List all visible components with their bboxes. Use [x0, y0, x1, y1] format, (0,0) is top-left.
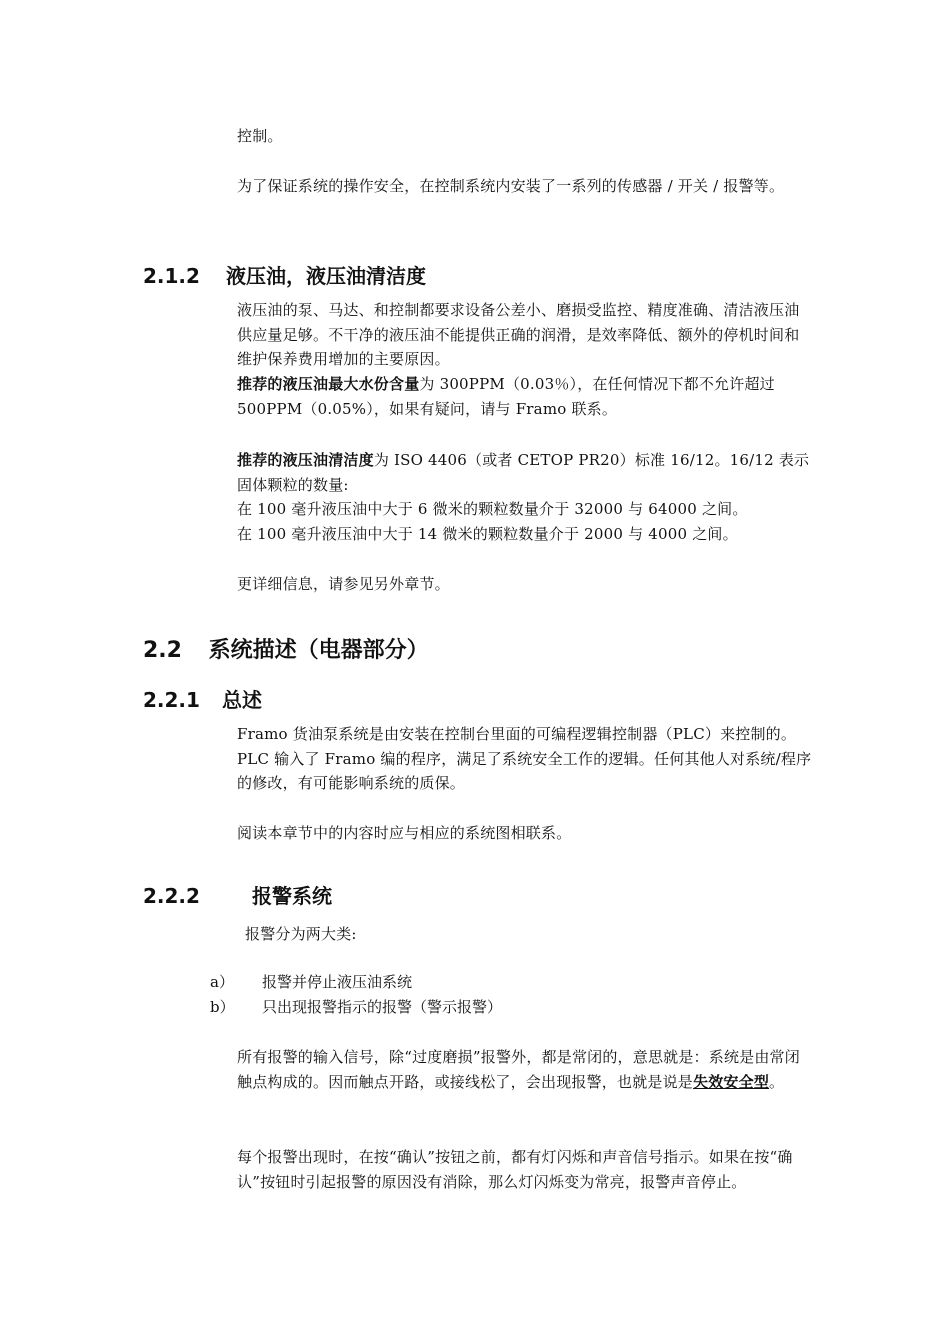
failsafe-end: 。 — [769, 1072, 785, 1091]
heading-title: 总述 — [221, 688, 262, 712]
paragraph-particle-6um: 在 100 毫升液压油中大于 6 微米的颗粒数量介于 32000 与 64000 之间。 — [237, 500, 748, 518]
paragraph-alarm-types: 报警分为两大类: — [245, 925, 357, 943]
list-text: 只出现报警指示的报警（警示报警） — [262, 998, 503, 1016]
paragraph-more-info: 更详细信息，请参见另外章节。 — [237, 575, 450, 593]
list-item — [210, 970, 810, 994]
paragraph-failsafe — [237, 1045, 812, 1094]
heading-2-2-1 — [143, 684, 262, 713]
paragraph-oil-intro: 液压油的泵、马达、和控制都要求设备公差小、磨损受监控、精度准确、清洁液压油供应量足够。不干净的液压油不能提供正确的润滑，是效率降低、额外的停机时间和维护保养费用增加的主要原因。 — [237, 301, 800, 368]
heading-number: 2.2 — [143, 638, 182, 663]
paragraph-water-content — [237, 372, 812, 421]
heading-title: 报警系统 — [251, 884, 332, 908]
paragraph-safety-sensors: 为了保证系统的操作安全，在控制系统内安装了一系列的传感器 / 开关 / 报警等。 — [237, 177, 785, 195]
paragraph-acknowledge: 每个报警出现时，在按“确认”按钮之前，都有灯闪烁和声音信号指示。如果在按“确认”按钮时引起报警的原因没有消除，那么灯闪烁变为常亮，报警声音停止。 — [237, 1148, 793, 1191]
paragraph-cleanliness — [237, 448, 812, 497]
heading-2-2-2 — [143, 880, 332, 909]
underlined-failsafe-term: 失效安全型 — [693, 1072, 770, 1091]
heading-title: 系统描述（电器部分） — [208, 638, 429, 663]
list-marker: a） — [210, 973, 234, 991]
heading-title: 液压油，液压油清洁度 — [225, 264, 426, 288]
paragraph-particle-14um: 在 100 毫升液压油中大于 14 微米的颗粒数量介于 2000 与 4000 之间。 — [237, 525, 738, 543]
heading-number: 2.2.1 — [143, 688, 200, 712]
list-text: 报警并停止液压油系统 — [262, 973, 413, 991]
bold-cleanliness-label: 推荐的液压油清洁度 — [237, 451, 374, 469]
heading-2-1-2 — [143, 260, 426, 289]
heading-number: 2.1.2 — [143, 264, 200, 288]
paragraph-control: 控制。 — [237, 127, 283, 145]
water-text: 为 300PPM（0.03％），在任何情况下都不允许超过 500PPM（0.05%），如果有疑问，请与 Framo 联系。 — [237, 375, 775, 418]
failsafe-text: 所有报警的输入信号，除“过度磨损”报警外，都是常闭的，意思就是：系统是由常闭触点构成的。因而触点开路，或接线松了，会出现报警，也就是说是 — [237, 1048, 800, 1091]
heading-2-2 — [143, 633, 429, 664]
heading-number: 2.2.2 — [143, 884, 200, 908]
paragraph-plc: Framo 货油泵系统是由安装在控制台里面的可编程逻辑控制器（PLC）来控制的。PLC 输入了 Framo 编的程序，满足了系统安全工作的逻辑。任何其他人对系统/程序的修改，有可能影响系统的质保。 — [237, 725, 812, 792]
cleanliness-text: 为 ISO 4406（或者 CETOP PR20）标准 16/12。16/12 表示固体颗粒的数量: — [237, 451, 810, 494]
list-item — [210, 995, 810, 1019]
paragraph-read-diagrams: 阅读本章节中的内容时应与相应的系统图相联系。 — [237, 824, 572, 842]
bold-water-label: 推荐的液压油最大水份含量 — [237, 375, 420, 393]
list-marker: b） — [210, 998, 235, 1016]
